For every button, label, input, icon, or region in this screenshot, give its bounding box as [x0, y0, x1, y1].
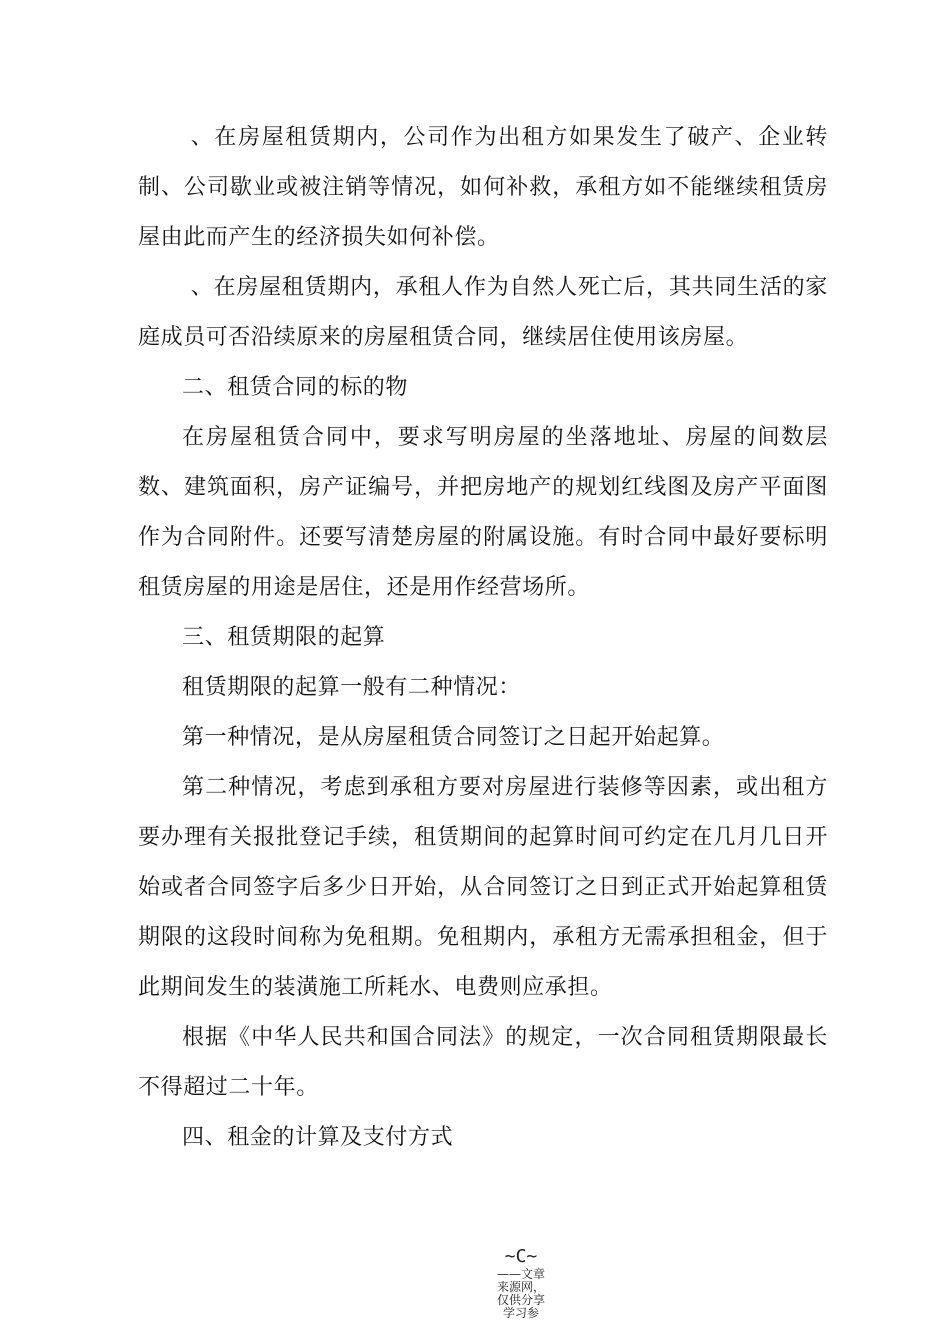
paragraph-term-intro: 租赁期限的起算一般有二种情况：	[182, 675, 522, 700]
page-footer	[497, 1246, 545, 1320]
paragraph-subject: 在房屋租赁合同中，要求写明房屋的坐落地址、房屋的间数层数、建筑面积，房产证编号，并把房地产的规划红线图及房产平面图作为合同附件。还要写清楚房屋的附属设施。有时合同中最好要标明租赁房屋的用途是居住，还是用作经营场所。	[138, 425, 828, 600]
section-heading-subject: 二、租赁合同的标的物	[182, 375, 409, 400]
paragraph-1: 、在房屋租赁期内，公司作为出租方如果发生了破产、企业转制、公司歇业或被注销等情况，如何补救，承租方如不能继续租赁房屋由此而产生的经济损失如何补偿。	[138, 125, 828, 250]
paragraph-term-limit: 根据《中华人民共和国合同法》的规定，一次合同租赁期限最长不得超过二十年。	[138, 1025, 828, 1100]
section-heading-term: 三、租赁期限的起算	[182, 625, 386, 650]
paragraph-term-case-2: 第二种情况，考虑到承租方要对房屋进行装修等因素，或出租方要办理有关报批登记手续，租赁期间的起算时间可约定在几月几日开始或者合同签字后多少日开始，从合同签订之日到正式开始起算租赁期限的这段时间称为免租期。免租期内，承租方无需承担租金，但于此期间发生的装潢施工所耗水、电费则应承担。	[138, 775, 828, 1000]
paragraph-term-case-1: 第一种情况，是从房屋租赁合同签订之日起开始起算。	[182, 725, 725, 750]
footer-mark: ~C~	[504, 1246, 538, 1267]
document-body	[138, 113, 828, 1163]
footer-source-note: ——文章来源网，仅供分享学习参	[497, 1267, 546, 1320]
section-heading-rent: 四、租金的计算及支付方式	[182, 1125, 454, 1150]
paragraph-2: 、在房屋租赁期内，承租人作为自然人死亡后，其共同生活的家庭成员可否沿续原来的房屋租赁合同，继续居住使用该房屋。	[138, 275, 828, 350]
